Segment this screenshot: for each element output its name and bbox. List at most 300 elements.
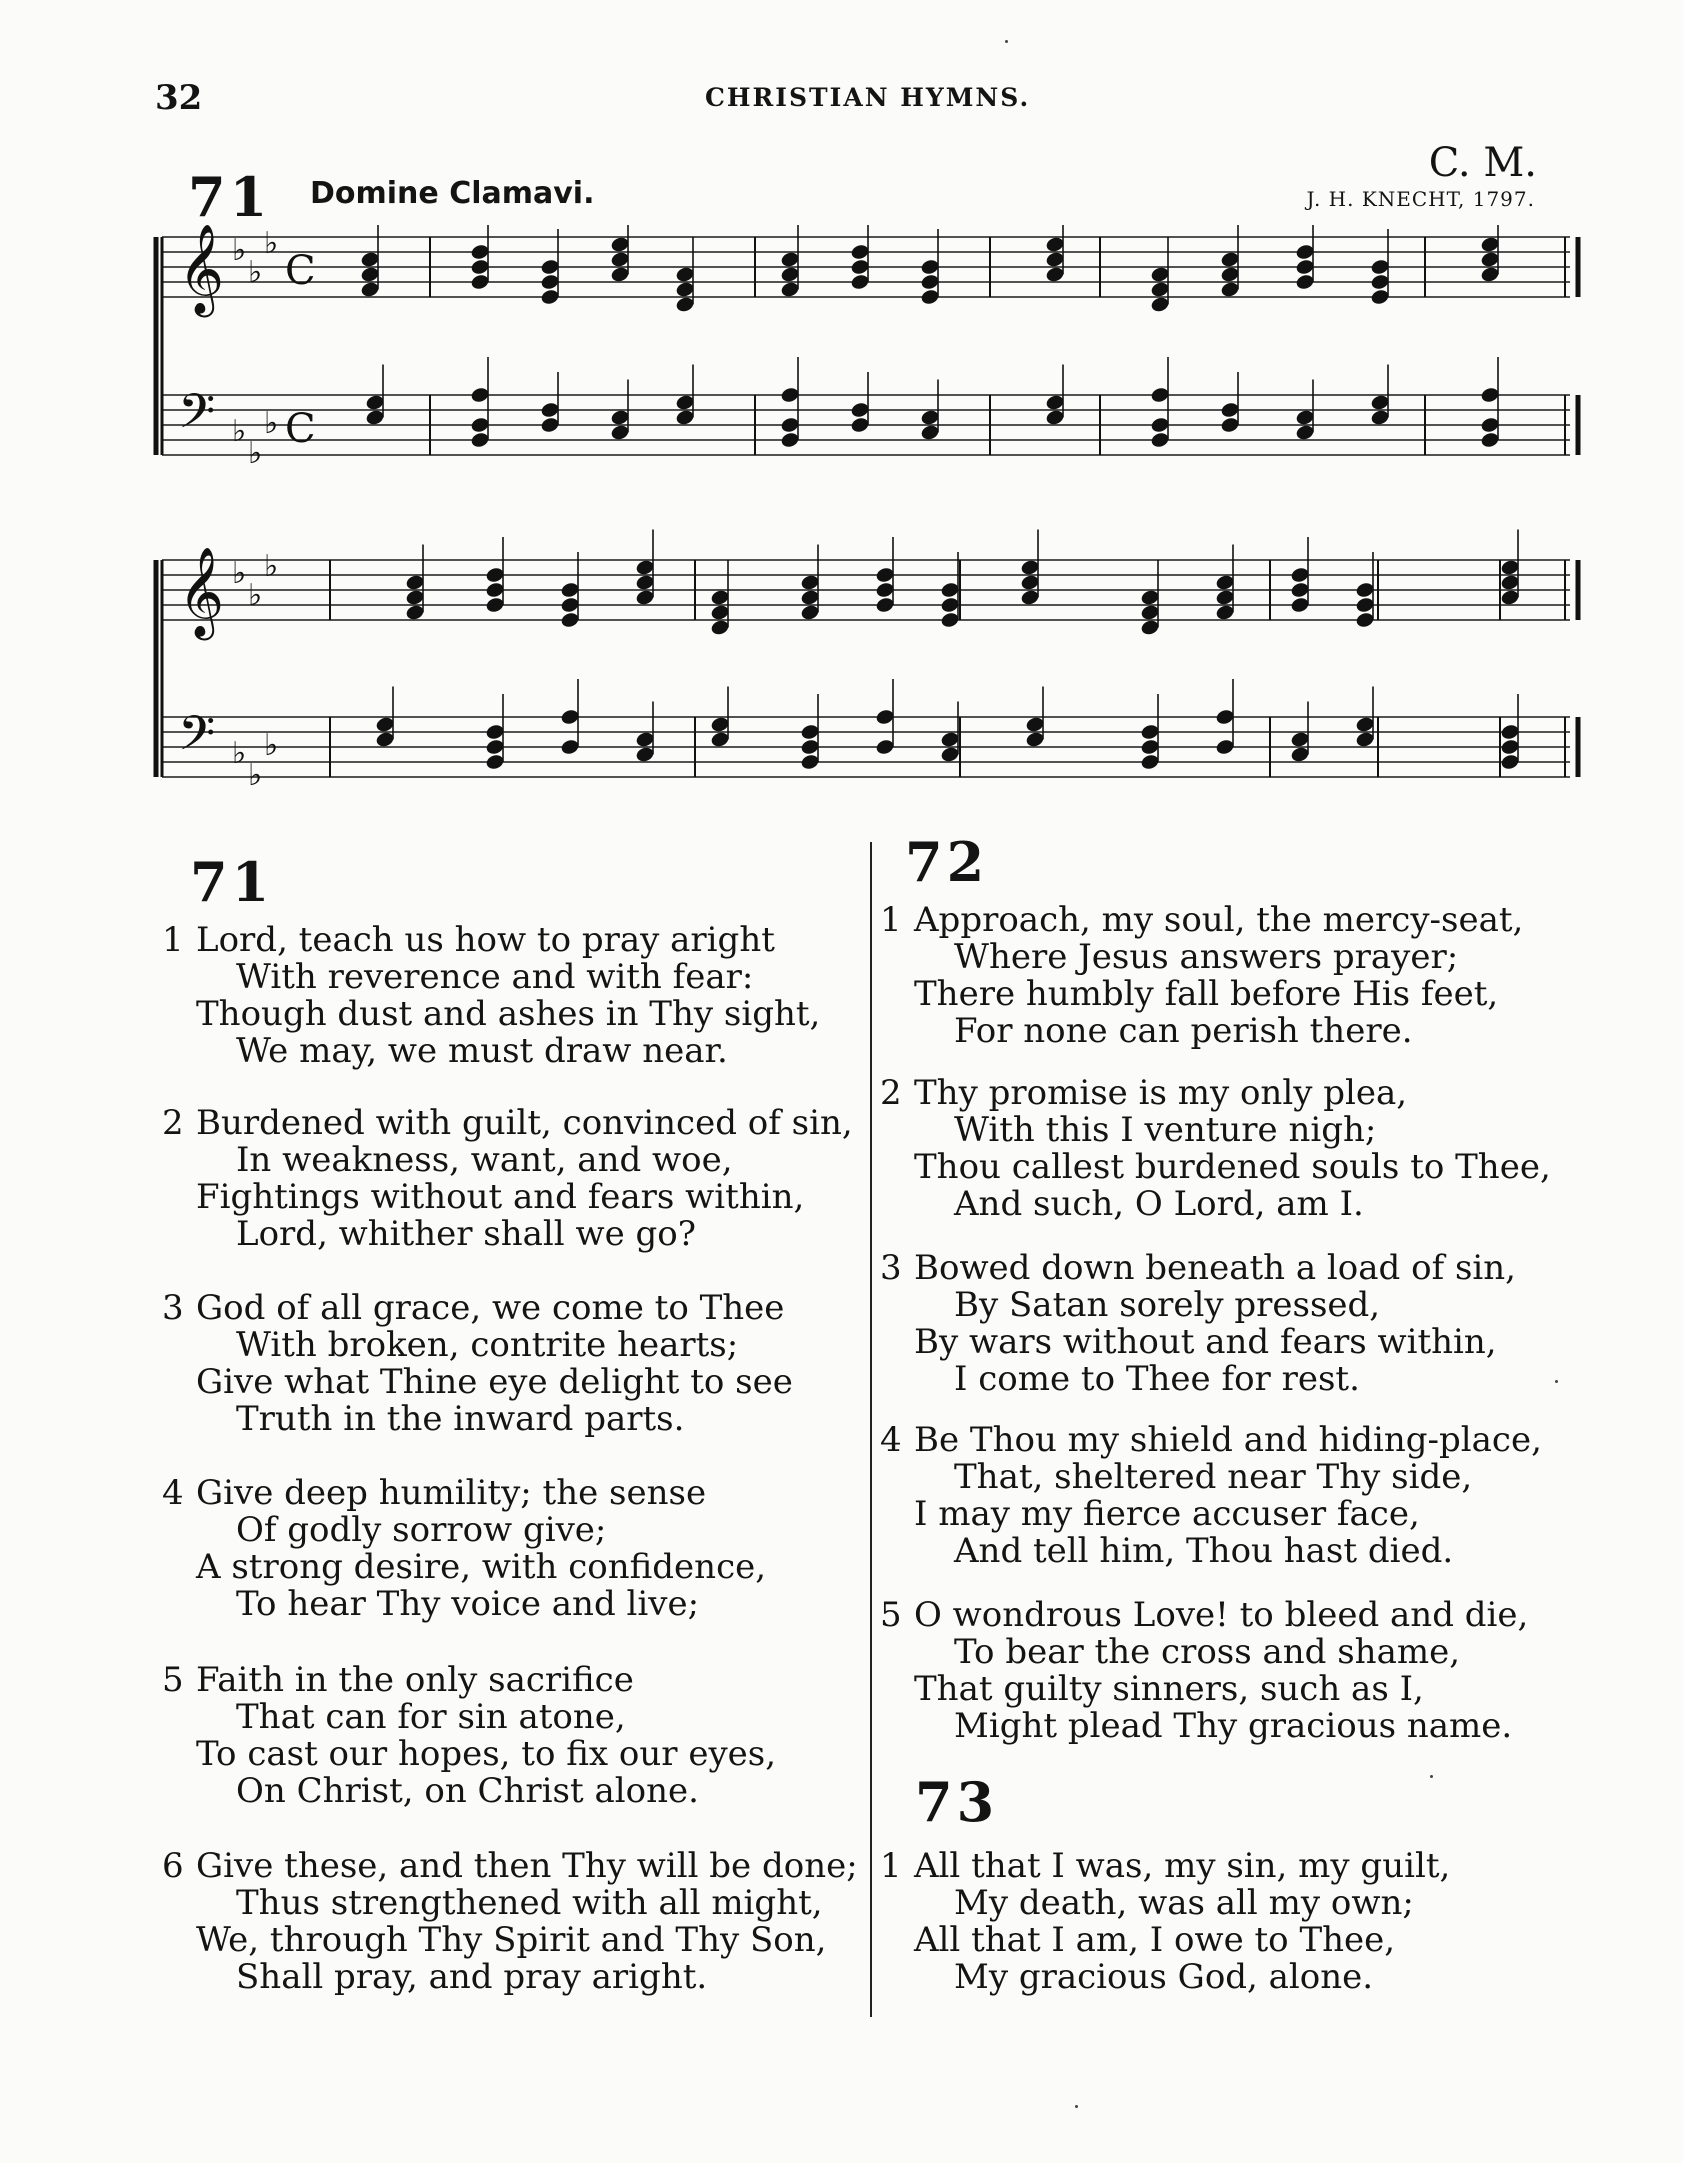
verse-line-text: Approach, my soul, the mercy-seat, (914, 900, 1524, 940)
verse-line-text: To hear Thy voice and live; (236, 1584, 700, 1624)
verse-line (880, 1959, 1450, 1996)
note-head (360, 250, 380, 268)
page-number: 32 (155, 78, 203, 118)
verse (162, 922, 820, 1070)
verse-line-text: Where Jesus answers prayer; (954, 937, 1459, 977)
verse-number: 2 (162, 1103, 184, 1143)
note-head (635, 573, 655, 591)
note-head (1020, 558, 1040, 576)
verse-line (162, 1179, 853, 1216)
note-head (800, 588, 820, 606)
verse-number: 4 (162, 1473, 184, 1513)
verse-line (162, 1327, 793, 1364)
verse-line-text: That can for sin atone, (236, 1697, 626, 1737)
note-head (1295, 273, 1315, 291)
note-head (780, 280, 800, 298)
verse-line (162, 1736, 776, 1773)
verse-line (880, 1112, 1551, 1149)
note-head (360, 280, 380, 298)
verse-line-text: And tell him, Thou hast died. (954, 1531, 1454, 1571)
verse (880, 1250, 1516, 1398)
note-head (710, 588, 730, 606)
note-head (635, 558, 655, 576)
note-head (675, 408, 695, 426)
verse-line-text: That guilty sinners, such as I, (914, 1669, 1424, 1709)
note-head (365, 393, 385, 411)
verse-line (880, 1013, 1523, 1050)
note-head (360, 265, 380, 283)
note-head (1355, 596, 1375, 614)
note-head (485, 596, 505, 614)
note-head (850, 243, 870, 261)
flat-icon: ♭ (264, 549, 279, 584)
verse-line-text: Might plead Thy gracious name. (954, 1706, 1513, 1746)
column-divider (870, 842, 872, 2017)
note-head (365, 408, 385, 426)
verse-line-text: Lord, whither shall we go? (236, 1214, 696, 1254)
hymn-72-number: 72 (905, 830, 989, 894)
note-head (675, 280, 695, 298)
note-head (405, 588, 425, 606)
speck (1075, 2105, 1078, 2108)
note-head (1480, 386, 1500, 404)
verse-line (162, 1922, 858, 1959)
bass-clef-icon: 𝄢 (178, 705, 216, 773)
verse-line (162, 1848, 858, 1885)
note-head (780, 250, 800, 268)
verse-line-text: All that I was, my sin, my guilt, (914, 1846, 1451, 1886)
verse-line-text: On Christ, on Christ alone. (236, 1771, 699, 1811)
verse-line (162, 922, 820, 959)
note-head (1500, 588, 1520, 606)
note-head (1150, 431, 1170, 449)
note-head (850, 258, 870, 276)
verse-line-text: We, through Thy Spirit and Thy Son, (196, 1920, 827, 1960)
speck (1555, 1380, 1558, 1383)
verse-line-text: My gracious God, alone. (954, 1957, 1374, 1997)
note-head (1045, 408, 1065, 426)
note-head (1500, 753, 1520, 771)
verse-line-text: Of godly sorrow give; (236, 1510, 607, 1550)
verse-line (880, 1634, 1528, 1671)
note-head (710, 730, 730, 748)
verse (162, 1475, 766, 1623)
verse-line (162, 1142, 853, 1179)
verse-line (880, 1422, 1542, 1459)
speck (1005, 40, 1008, 43)
note-head (1370, 273, 1390, 291)
verse-line-text: O wondrous Love! to bleed and die, (914, 1595, 1529, 1635)
note-head (405, 573, 425, 591)
note-head (560, 581, 580, 599)
note-head (875, 596, 895, 614)
note-head (540, 288, 560, 306)
note-head (610, 250, 630, 268)
verse-line-text: There humbly fall before His feet, (914, 974, 1499, 1014)
note-head (1370, 408, 1390, 426)
verse-line (880, 1186, 1551, 1223)
verse-number: 4 (880, 1420, 902, 1460)
note-head (1500, 723, 1520, 741)
verse-line-text: Faith in the only sacrifice (196, 1660, 634, 1700)
note-head (780, 416, 800, 434)
note-head (1150, 386, 1170, 404)
verse-number: 2 (880, 1073, 902, 1113)
verse-line (162, 1662, 776, 1699)
verse-line-text: With this I venture nigh; (954, 1110, 1377, 1150)
verse-line (162, 1773, 776, 1810)
note-head (1215, 708, 1235, 726)
note-head (1220, 250, 1240, 268)
flat-icon: ♭ (248, 255, 263, 290)
note-head (1215, 573, 1235, 591)
note-head (470, 416, 490, 434)
verse-line-text: For none can perish there. (954, 1011, 1413, 1051)
bass-clef-icon: 𝄢 (178, 383, 216, 451)
verse-line-text: By wars without and fears within, (914, 1322, 1497, 1362)
verse-line (880, 1885, 1450, 1922)
note-head (1215, 588, 1235, 606)
verse-line (880, 1496, 1542, 1533)
note-head (850, 416, 870, 434)
verse-line (880, 1287, 1516, 1324)
note-head (375, 715, 395, 733)
note-head (1295, 258, 1315, 276)
verse-line (880, 1149, 1551, 1186)
note-head (940, 730, 960, 748)
verse-line (162, 1290, 793, 1327)
note-head (610, 423, 630, 441)
note-head (1500, 558, 1520, 576)
verse-line (880, 976, 1523, 1013)
note-head (1045, 235, 1065, 253)
note-head (920, 258, 940, 276)
note-head (470, 258, 490, 276)
note-head (540, 258, 560, 276)
flat-icon: ♭ (264, 226, 279, 261)
note-head (1150, 265, 1170, 283)
note-head (1215, 603, 1235, 621)
verse-line-text: Lord, teach us how to pray aright (196, 920, 775, 960)
verse (162, 1290, 793, 1438)
verse-line (880, 1597, 1528, 1634)
verse-line-text: With broken, contrite hearts; (236, 1325, 739, 1365)
meter: C. M. (1428, 140, 1537, 186)
note-head (875, 581, 895, 599)
note-head (780, 386, 800, 404)
verse-line (880, 1324, 1516, 1361)
verse-line-text: My death, was all my own; (954, 1883, 1414, 1923)
note-head (710, 603, 730, 621)
verse (880, 1075, 1551, 1223)
note-head (1140, 723, 1160, 741)
note-head (1220, 416, 1240, 434)
verse-line (162, 1216, 853, 1253)
note-head (1290, 745, 1310, 763)
note-head (1480, 416, 1500, 434)
note-head (940, 745, 960, 763)
note-head (1480, 265, 1500, 283)
treble-clef-icon: 𝄞 (178, 547, 225, 637)
note-head (1215, 738, 1235, 756)
verse-line-text: To bear the cross and shame, (954, 1632, 1461, 1672)
note-head (485, 566, 505, 584)
verse (880, 1422, 1542, 1570)
note-head (1150, 295, 1170, 313)
flat-icon: ♭ (232, 233, 247, 268)
flat-icon: ♭ (248, 578, 263, 613)
verse-line-text: Bowed down beneath a load of sin, (914, 1248, 1516, 1288)
flat-icon: ♭ (232, 556, 247, 591)
verse-line-text: Give what Thine eye delight to see (196, 1362, 793, 1402)
verse-line-text: In weakness, want, and woe, (236, 1140, 733, 1180)
note-head (800, 723, 820, 741)
speck (1430, 1775, 1433, 1778)
verse-line (880, 902, 1523, 939)
note-head (1150, 280, 1170, 298)
note-head (1140, 738, 1160, 756)
flat-icon: ♭ (264, 406, 279, 441)
note-head (610, 235, 630, 253)
note-head (710, 715, 730, 733)
flat-icon: ♭ (248, 436, 263, 471)
time-signature: C (285, 406, 316, 452)
verse-line-text: God of all grace, we come to Thee (196, 1288, 785, 1328)
note-head (800, 738, 820, 756)
verse-line-text: Thy promise is my only plea, (914, 1073, 1408, 1113)
note-head (1290, 566, 1310, 584)
note-head (1355, 611, 1375, 629)
verse-line-text: Give these, and then Thy will be done; (196, 1846, 858, 1886)
verse-number: 1 (880, 900, 902, 940)
note-head (560, 611, 580, 629)
note-head (1355, 581, 1375, 599)
verse-number: 5 (880, 1595, 902, 1635)
verse-line-text: We may, we must draw near. (236, 1031, 728, 1071)
verse-line (162, 996, 820, 1033)
note-head (780, 265, 800, 283)
note-head (1045, 250, 1065, 268)
flat-icon: ♭ (232, 414, 247, 449)
composer: J. H. KNECHT, 1797. (1306, 187, 1535, 211)
note-head (635, 745, 655, 763)
verse (880, 902, 1523, 1050)
note-head (675, 265, 695, 283)
note-head (675, 393, 695, 411)
verse-line (162, 1586, 766, 1623)
note-head (1220, 265, 1240, 283)
note-head (1220, 401, 1240, 419)
note-head (1290, 730, 1310, 748)
verse-line-text: To cast our hopes, to fix our eyes, (196, 1734, 777, 1774)
note-head (470, 243, 490, 261)
flat-icon: ♭ (248, 758, 263, 793)
verse (880, 1848, 1450, 1996)
verse-number: 1 (880, 1846, 902, 1886)
note-head (1140, 753, 1160, 771)
time-signature: C (285, 248, 316, 294)
verse-line-text: A strong desire, with confidence, (196, 1547, 767, 1587)
verse-line (162, 1959, 858, 1996)
note-head (635, 730, 655, 748)
verse-line (162, 1105, 853, 1142)
note-head (470, 386, 490, 404)
note-head (780, 431, 800, 449)
verse-line-text: Thus strengthened with all might, (236, 1883, 823, 1923)
note-head (560, 738, 580, 756)
verse-line-text: Thou callest burdened souls to Thee, (914, 1147, 1551, 1187)
note-head (405, 603, 425, 621)
tune-hymn-number: 71 (188, 165, 272, 229)
verse-line (162, 1699, 776, 1736)
note-head (485, 738, 505, 756)
verse-line-text: I may my fierce accuser face, (914, 1494, 1420, 1534)
note-head (485, 753, 505, 771)
note-head (540, 401, 560, 419)
note-head (800, 753, 820, 771)
note-head (920, 273, 940, 291)
note-head (1370, 393, 1390, 411)
verse-line (162, 1364, 793, 1401)
note-head (1140, 618, 1160, 636)
verse-number: 3 (880, 1248, 902, 1288)
verse-line (162, 1549, 766, 1586)
verse-line-text: Give deep humility; the sense (196, 1473, 707, 1513)
note-head (610, 408, 630, 426)
verse-line (162, 1401, 793, 1438)
note-head (1290, 581, 1310, 599)
verse-line (880, 1848, 1450, 1885)
verse-line-text: Be Thou my shield and hiding-place, (914, 1420, 1542, 1460)
note-head (850, 401, 870, 419)
note-head (675, 295, 695, 313)
note-head (920, 423, 940, 441)
verse-line (162, 1475, 766, 1512)
note-head (1025, 715, 1045, 733)
note-head (940, 596, 960, 614)
verse (880, 1597, 1528, 1745)
note-head (485, 581, 505, 599)
note-head (375, 730, 395, 748)
note-head (710, 618, 730, 636)
verse-line-text: Shall pray, and pray aright. (236, 1957, 708, 1997)
verse-line-text: Though dust and ashes in Thy sight, (196, 994, 821, 1034)
note-head (1045, 265, 1065, 283)
verse-line-text: Truth in the inward parts. (236, 1399, 685, 1439)
verse (162, 1662, 776, 1810)
verse-line (880, 1250, 1516, 1287)
note-head (850, 273, 870, 291)
verse-line-text: Burdened with guilt, convinced of sin, (196, 1103, 853, 1143)
note-head (1140, 603, 1160, 621)
note-head (635, 588, 655, 606)
note-head (1355, 730, 1375, 748)
verse-line-text: Fightings without and fears within, (196, 1177, 805, 1217)
note-head (1290, 596, 1310, 614)
verse-line-text: And such, O Lord, am I. (954, 1184, 1364, 1224)
note-head (875, 738, 895, 756)
verse (162, 1105, 853, 1253)
verse-number: 3 (162, 1288, 184, 1328)
verse-line (162, 1512, 766, 1549)
verse-line (880, 1922, 1450, 1959)
note-head (1480, 235, 1500, 253)
hymn-71-number: 71 (190, 850, 274, 914)
verse (162, 1848, 858, 1996)
verse-line-text: I come to Thee for rest. (954, 1359, 1360, 1399)
verse-line (162, 959, 820, 996)
verse-line-text: By Satan sorely pressed, (954, 1285, 1381, 1325)
verse-line (162, 1885, 858, 1922)
treble-clef-icon: 𝄞 (178, 225, 225, 314)
verse-line (880, 1708, 1528, 1745)
note-head (1370, 258, 1390, 276)
verse-line-text: All that I am, I owe to Thee, (914, 1920, 1396, 1960)
note-head (800, 573, 820, 591)
note-head (1480, 431, 1500, 449)
verse-number: 6 (162, 1846, 184, 1886)
verse-line (880, 1459, 1542, 1496)
note-head (1500, 573, 1520, 591)
note-head (1295, 408, 1315, 426)
note-head (470, 431, 490, 449)
note-head (875, 566, 895, 584)
note-head (1025, 730, 1045, 748)
verse-line (880, 1361, 1516, 1398)
note-head (875, 708, 895, 726)
note-head (560, 596, 580, 614)
flat-icon: ♭ (232, 736, 247, 771)
note-head (1220, 280, 1240, 298)
note-head (485, 723, 505, 741)
note-head (1480, 250, 1500, 268)
note-head (470, 273, 490, 291)
verse-line (880, 1075, 1551, 1112)
note-head (1295, 243, 1315, 261)
note-head (1370, 288, 1390, 306)
note-head (1295, 423, 1315, 441)
note-head (1020, 573, 1040, 591)
verse-line-text: That, sheltered near Thy side, (954, 1457, 1473, 1497)
note-head (560, 708, 580, 726)
verse-line (880, 1533, 1542, 1570)
note-head (1140, 588, 1160, 606)
hymn-73-number: 73 (915, 1770, 999, 1834)
music-score (150, 225, 1590, 845)
verse-line-text: With reverence and with fear: (236, 957, 754, 997)
note-head (1150, 416, 1170, 434)
note-head (540, 416, 560, 434)
note-head (800, 603, 820, 621)
verse-line (162, 1033, 820, 1070)
running-head: CHRISTIAN HYMNS. (705, 83, 1031, 112)
note-head (920, 408, 940, 426)
note-head (940, 611, 960, 629)
note-head (1500, 738, 1520, 756)
verse-number: 1 (162, 920, 184, 960)
note-head (940, 581, 960, 599)
verse-line (880, 939, 1523, 976)
note-head (920, 288, 940, 306)
tune-name: Domine Clamavi. (310, 176, 595, 211)
verse-number: 5 (162, 1660, 184, 1700)
note-head (610, 265, 630, 283)
note-head (540, 273, 560, 291)
verse-line (880, 1671, 1528, 1708)
flat-icon: ♭ (264, 728, 279, 763)
note-head (1355, 715, 1375, 733)
note-head (1020, 588, 1040, 606)
